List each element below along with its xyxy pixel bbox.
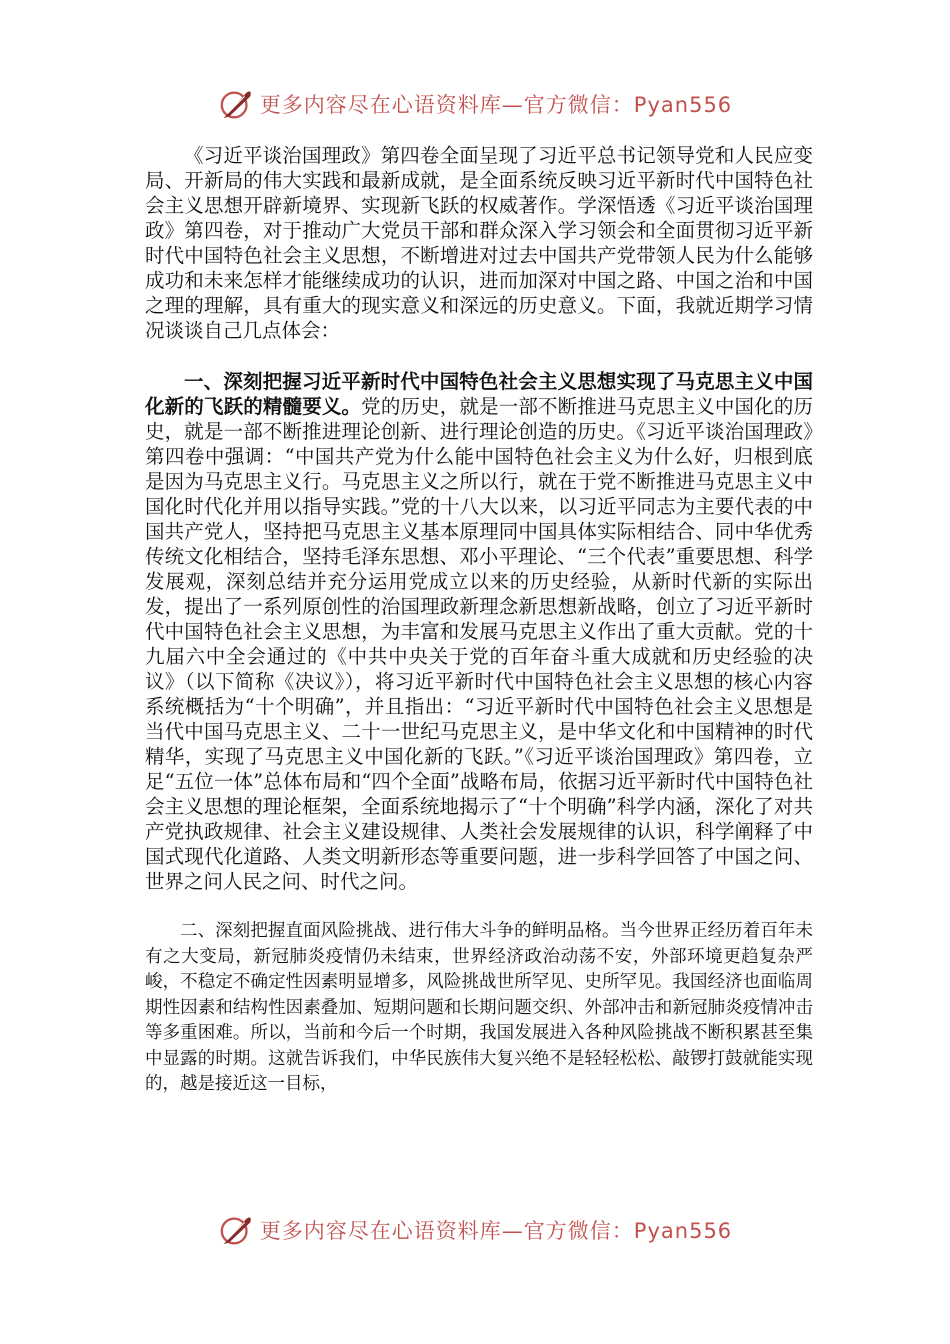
quill-pen-logo-icon <box>218 85 256 123</box>
quill-pen-logo-icon <box>218 1211 256 1249</box>
intro-paragraph: 《习近平谈治国理政》第四卷全面呈现了习近平总书记领导党和人民应变局、开新局的伟大实践和最新成就，是全面系统反映习近平新时代中国特色社会主义思想开辟新境界、实现新飞跃的权威著作。学深悟透《习近平谈治国理政》第四卷，对于推动广大党员干部和群众深入学习领会和全面贯彻习近平新时代中国特色社会主义思想，不断增进对过去中国共产党带领人民为什么能够成功和未来怎样才能继续成功的认识，进而加深对中国之路、中国之治和中国之理的理解，具有重大的现实意义和深远的历史意义。下面，我就近期学习情况谈谈自己几点体会： <box>145 144 813 342</box>
section-one-paragraph <box>145 369 813 894</box>
footer-banner <box>0 1208 950 1252</box>
banner-text: 更多内容尽在心语资料库—官方微信：Pyan556 <box>259 93 733 117</box>
section-one-heading: 一、深刻把握习近平新时代中国特色社会主义思想实现了马克思主义中国化新的飞跃的精髓要义。 <box>145 370 813 418</box>
section-one-body: 党的历史，就是一部不断推进马克思主义中国化的历史，就是一部不断推进理论创新、进行理论创造的历史。《习近平谈治国理政》第四卷中强调：“中国共产党为什么能中国特色社会主义为什么好，归根到底是因为马克思主义行。马克思主义之所以行，就在于党不断推进马克思主义中国化时代化并用以指导实践。”党的十八大以来，以习近平同志为主要代表的中国共产党人，坚持把马克思主义基本原理同中国具体实际相结合、同中华优秀传统文化相结合，坚持毛泽东思想、邓小平理论、“三个代表”重要思想、科学发展观，深刻总结并充分运用党成立以来的历史经验，从新时代新的实际出发，提出了一系列原创性的治国理政新理念新思想新战略，创立了习近平新时代中国特色社会主义思想，为丰富和发展马克思主义作出了重大贡献。党的十九届六中全会通过的《中共中央关于党的百年奋斗重大成就和历史经验的决议》（以下简称《决议》），将习近平新时代中国特色社会主义思想的核心内容系统概括为“十个明确”，并且指出：“习近平新时代中国特色社会主义思想是当代中国马克思主义、二十一世纪马克思主义，是中华文化和中国精神的时代精华，实现了马克思主义中国化新的飞跃。”《习近平谈治国理政》第四卷，立足“五位一体”总体布局和“四个全面”战略布局，依据习近平新时代中国特色社会主义思想的理论框架，全面系统地揭示了“十个明确”科学内涵，深化了对共产党执政规律、社会主义建设规律、人类社会发展规律的认识，科学阐释了中国式现代化道路、人类文明新形态等重要问题，进一步科学回答了中国之问、世界之问人民之问、时代之问。 <box>145 395 813 893</box>
section-two-paragraph: 二、深刻把握直面风险挑战、进行伟大斗争的鲜明品格。当今世界正经历着百年未有之大变局，新冠肺炎疫情仍未结束，世界经济政治动荡不安，外部环境更趋复杂严峻，不稳定不确定性因素明显增多，风险挑战世所罕见、史所罕见。我国经济也面临周期性因素和结构性因素叠加、短期问题和长期问题交织、外部冲击和新冠肺炎疫情冲击等多重困难。所以，当前和今后一个时期，我国发展进入各种风险挑战不断积累甚至集中显露的时期。这就告诉我们，中华民族伟大复兴绝不是轻轻松松、敲锣打鼓就能实现的，越是接近这一目标， <box>145 921 813 1094</box>
header-banner <box>0 82 950 126</box>
document-body <box>145 143 813 1098</box>
banner-text: 更多内容尽在心语资料库—官方微信：Pyan556 <box>259 1219 733 1243</box>
